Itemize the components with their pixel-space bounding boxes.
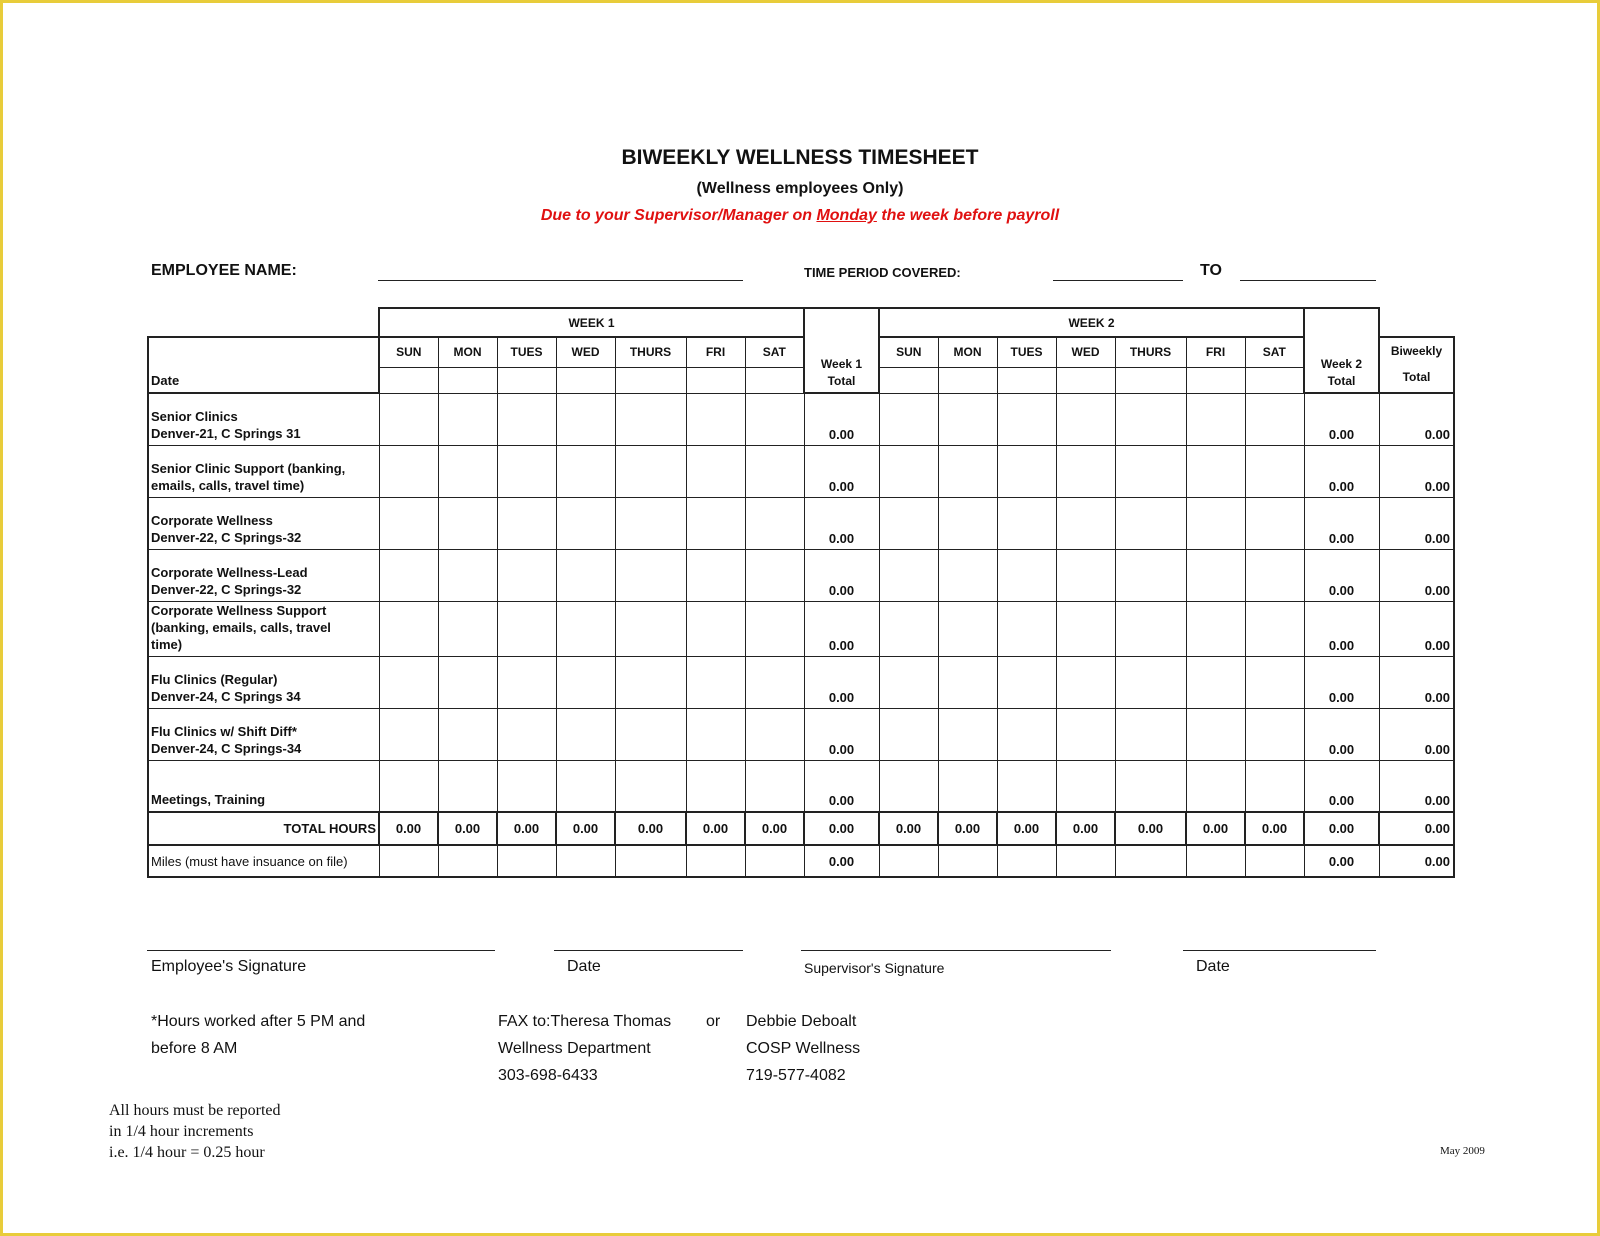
hours-cell[interactable] (497, 445, 556, 497)
shift-diff-note-line: *Hours worked after 5 PM and (151, 1013, 366, 1030)
total-hours-cell: 0.00 (1056, 812, 1115, 845)
total-hours-label: TOTAL HOURS (148, 812, 379, 845)
hours-cell[interactable] (1056, 497, 1115, 549)
hours-cell[interactable] (938, 656, 997, 708)
alt-contact-line: 719-577-4082 (746, 1067, 846, 1084)
week1-total-cell: 0.00 (804, 445, 879, 497)
week1-header: WEEK 1 (379, 308, 804, 337)
hours-cell[interactable] (938, 549, 997, 601)
row-label-line: Denver-22, C Springs-32 (151, 581, 302, 597)
hours-cell[interactable] (1186, 393, 1245, 445)
biweekly-total-cell: 0.00 (1379, 656, 1454, 708)
hours-cell[interactable] (997, 601, 1056, 656)
hours-cell[interactable] (1115, 760, 1186, 812)
hours-cell[interactable] (879, 497, 938, 549)
biweekly-total-header-line2: Total (1402, 370, 1431, 384)
employee-name-line[interactable] (378, 280, 743, 281)
total-hours-cell: 0.00 (438, 812, 497, 845)
hours-cell[interactable] (879, 393, 938, 445)
miles-biweekly-total: 0.00 (1379, 845, 1454, 877)
hours-cell[interactable] (615, 497, 686, 549)
row-label-line: Flu Clinics w/ Shift Diff* (151, 723, 297, 739)
table-row (148, 445, 1454, 497)
miles-week2-total: 0.00 (1304, 845, 1379, 877)
time-period-label: TIME PERIOD COVERED: (804, 265, 961, 280)
employee-name-label: EMPLOYEE NAME: (151, 262, 297, 279)
hours-cell[interactable] (615, 708, 686, 760)
miles-cell[interactable] (938, 845, 997, 877)
alt-contact-line: Debbie Deboalt (746, 1013, 857, 1030)
week1-total-cell: 0.00 (804, 601, 879, 656)
hours-cell[interactable] (438, 708, 497, 760)
row-label-line: Denver-21, C Springs 31 (151, 425, 301, 441)
hours-cell[interactable] (615, 601, 686, 656)
hours-cell[interactable] (997, 549, 1056, 601)
reporting-note-line: i.e. 1/4 hour = 0.25 hour (109, 1144, 265, 1161)
hours-cell[interactable] (938, 601, 997, 656)
week2-total-cell: 0.00 (1304, 497, 1379, 549)
hours-cell[interactable] (1186, 601, 1245, 656)
hours-cell[interactable] (556, 497, 615, 549)
hours-cell[interactable] (745, 708, 804, 760)
miles-cell[interactable] (556, 845, 615, 877)
day-header-w1-sun: SUN (379, 337, 438, 367)
miles-cell[interactable] (379, 845, 438, 877)
hours-cell[interactable] (1245, 601, 1304, 656)
biweekly-total-cell: 0.00 (1379, 445, 1454, 497)
hours-cell[interactable] (686, 445, 745, 497)
miles-cell[interactable] (686, 845, 745, 877)
reporting-note (109, 1100, 281, 1163)
week1-total-cell: 0.00 (804, 497, 879, 549)
date-cell[interactable] (497, 367, 556, 393)
row-label (148, 445, 379, 497)
hours-cell[interactable] (556, 708, 615, 760)
row-label-line: Senior Clinic Support (banking, (151, 460, 346, 476)
hours-cell[interactable] (686, 497, 745, 549)
miles-row (148, 845, 1454, 877)
row-label-line: time) (151, 636, 183, 652)
table-row (148, 393, 1454, 445)
shift-diff-note (151, 1008, 365, 1062)
hours-cell[interactable] (1186, 708, 1245, 760)
day-header-w2-sat: SAT (1245, 337, 1304, 367)
period-end-line[interactable] (1240, 280, 1376, 281)
row-label-line: Senior Clinics (151, 408, 238, 424)
due-day: Monday (816, 207, 877, 224)
total-hours-cell: 0.00 (745, 812, 804, 845)
hours-cell[interactable] (379, 656, 438, 708)
hours-cell[interactable] (879, 708, 938, 760)
hours-cell[interactable] (879, 445, 938, 497)
hours-cell[interactable] (497, 708, 556, 760)
miles-cell[interactable] (1186, 845, 1245, 877)
hours-cell[interactable] (1115, 497, 1186, 549)
miles-cell[interactable] (745, 845, 804, 877)
hours-cell[interactable] (1115, 656, 1186, 708)
total-hours-cell: 0.00 (615, 812, 686, 845)
fax-contact-line: 303-698-6433 (498, 1067, 598, 1084)
hours-cell[interactable] (1115, 601, 1186, 656)
week2-total-header-line1: Week 2 (1320, 357, 1363, 371)
week2-total-cell: 0.00 (1304, 760, 1379, 812)
week2-total-cell: 0.00 (1304, 393, 1379, 445)
hours-cell[interactable] (379, 760, 438, 812)
hours-cell[interactable] (1056, 445, 1115, 497)
date-cell[interactable] (938, 367, 997, 393)
week2-total-cell: 0.00 (1304, 656, 1379, 708)
fax-contact-line: FAX to:Theresa Thomas (498, 1013, 672, 1030)
biweekly-total-cell: 0.00 (1379, 708, 1454, 760)
hours-cell[interactable] (997, 497, 1056, 549)
alt-contact (746, 1008, 860, 1089)
miles-cell[interactable] (1056, 845, 1115, 877)
hours-cell[interactable] (497, 549, 556, 601)
employee-signature-label: Employee's Signature (151, 958, 307, 975)
hours-cell[interactable] (379, 445, 438, 497)
hours-cell[interactable] (686, 760, 745, 812)
hours-cell[interactable] (379, 601, 438, 656)
row-label (148, 708, 379, 760)
day-header-w1-mon: MON (438, 337, 497, 367)
biweekly-total-header (1379, 337, 1454, 393)
hours-cell[interactable] (879, 760, 938, 812)
hours-cell[interactable] (745, 393, 804, 445)
miles-cell[interactable] (1245, 845, 1304, 877)
week2-total-cell: 0.00 (1304, 445, 1379, 497)
version-date: May 2009 (1440, 1145, 1485, 1157)
date-cell[interactable] (997, 367, 1056, 393)
hours-cell[interactable] (879, 656, 938, 708)
total-hours-cell: 0.00 (1186, 812, 1245, 845)
day-header-w2-wed: WED (1056, 337, 1115, 367)
date-cell[interactable] (1056, 367, 1115, 393)
hours-cell[interactable] (1245, 549, 1304, 601)
total-hours-cell: 0.00 (1115, 812, 1186, 845)
hours-cell[interactable] (438, 445, 497, 497)
table-row (148, 497, 1454, 549)
total-hours-cell: 0.00 (497, 812, 556, 845)
total-hours-biweekly-total: 0.00 (1379, 812, 1454, 845)
week1-total-header (804, 308, 879, 393)
hours-cell[interactable] (1115, 393, 1186, 445)
fax-contact-line: Wellness Department (498, 1040, 651, 1057)
hours-cell[interactable] (938, 760, 997, 812)
total-hours-cell: 0.00 (1245, 812, 1304, 845)
date-cell[interactable] (379, 367, 438, 393)
due-notice (0, 207, 1600, 225)
day-header-w2-fri: FRI (1186, 337, 1245, 367)
total-hours-cell: 0.00 (379, 812, 438, 845)
hours-cell[interactable] (745, 445, 804, 497)
hours-cell[interactable] (1245, 708, 1304, 760)
hours-cell[interactable] (1245, 445, 1304, 497)
week2-total-cell: 0.00 (1304, 708, 1379, 760)
row-label (148, 549, 379, 601)
date-cell[interactable] (1115, 367, 1186, 393)
hours-cell[interactable] (497, 656, 556, 708)
hours-cell[interactable] (379, 393, 438, 445)
total-hours-week1-total: 0.00 (804, 812, 879, 845)
hours-cell[interactable] (1056, 549, 1115, 601)
reporting-note-line: All hours must be reported (109, 1102, 281, 1119)
hours-cell[interactable] (745, 760, 804, 812)
date2-line[interactable] (1183, 950, 1376, 951)
date1-line[interactable] (554, 950, 743, 951)
date-cell[interactable] (438, 367, 497, 393)
miles-cell[interactable] (997, 845, 1056, 877)
day-header-w1-wed: WED (556, 337, 615, 367)
hours-cell[interactable] (438, 393, 497, 445)
hours-cell[interactable] (379, 708, 438, 760)
page-title: BIWEEKLY WELLNESS TIMESHEET (621, 146, 979, 169)
period-start-line[interactable] (1053, 280, 1183, 281)
hours-cell[interactable] (1115, 549, 1186, 601)
biweekly-total-cell: 0.00 (1379, 549, 1454, 601)
miles-cell[interactable] (438, 845, 497, 877)
date2-label: Date (1196, 958, 1230, 975)
day-header-w1-tues: TUES (497, 337, 556, 367)
week1-total-cell: 0.00 (804, 656, 879, 708)
biweekly-spacer (1379, 308, 1454, 337)
day-header-w2-thurs: THURS (1115, 337, 1186, 367)
hours-cell[interactable] (1186, 656, 1245, 708)
row-label-line: Denver-24, C Springs 34 (151, 688, 301, 704)
date-cell[interactable] (615, 367, 686, 393)
row-label (148, 497, 379, 549)
date-cell[interactable] (556, 367, 615, 393)
table-row (148, 708, 1454, 760)
table-row (148, 656, 1454, 708)
row-label-line: Corporate Wellness-Lead (151, 564, 308, 580)
hours-cell[interactable] (556, 760, 615, 812)
hours-cell[interactable] (1056, 601, 1115, 656)
hours-cell[interactable] (615, 393, 686, 445)
hours-cell[interactable] (1056, 656, 1115, 708)
row-label-line: Denver-22, C Springs-32 (151, 529, 302, 545)
hours-cell[interactable] (1056, 760, 1115, 812)
hours-cell[interactable] (997, 708, 1056, 760)
date1-label: Date (567, 958, 601, 975)
hours-cell[interactable] (615, 760, 686, 812)
hours-cell[interactable] (686, 656, 745, 708)
hours-cell[interactable] (438, 497, 497, 549)
date-cell[interactable] (1245, 367, 1304, 393)
total-hours-cell: 0.00 (686, 812, 745, 845)
hours-cell[interactable] (497, 760, 556, 812)
hours-cell[interactable] (497, 393, 556, 445)
date-cell[interactable] (745, 367, 804, 393)
hours-cell[interactable] (745, 549, 804, 601)
row-label-line: Denver-24, C Springs-34 (151, 740, 302, 756)
biweekly-total-cell: 0.00 (1379, 760, 1454, 812)
supervisor-signature-line[interactable] (801, 950, 1111, 951)
hours-cell[interactable] (745, 601, 804, 656)
hours-cell[interactable] (438, 656, 497, 708)
row-label-line: Corporate Wellness (151, 512, 273, 528)
biweekly-total-cell: 0.00 (1379, 497, 1454, 549)
day-header-w2-tues: TUES (997, 337, 1056, 367)
shift-diff-note-line: before 8 AM (151, 1040, 238, 1057)
hours-cell[interactable] (1115, 708, 1186, 760)
fax-contact (498, 1008, 671, 1089)
day-header-w1-thurs: THURS (615, 337, 686, 367)
miles-label: Miles (must have insuance on file) (148, 845, 379, 877)
hours-cell[interactable] (879, 601, 938, 656)
hours-cell[interactable] (997, 393, 1056, 445)
hours-cell[interactable] (938, 393, 997, 445)
total-hours-cell: 0.00 (938, 812, 997, 845)
week1-total-cell: 0.00 (804, 549, 879, 601)
day-header-w2-sun: SUN (879, 337, 938, 367)
hours-cell[interactable] (997, 760, 1056, 812)
hours-cell[interactable] (556, 549, 615, 601)
total-hours-cell: 0.00 (556, 812, 615, 845)
biweekly-total-cell: 0.00 (1379, 601, 1454, 656)
row-label-line: (banking, emails, calls, travel (151, 619, 331, 635)
miles-cell[interactable] (615, 845, 686, 877)
biweekly-total-header-line1: Biweekly (1390, 344, 1443, 358)
row-label (148, 656, 379, 708)
hours-cell[interactable] (938, 445, 997, 497)
hours-cell[interactable] (1186, 760, 1245, 812)
week1-total-cell: 0.00 (804, 393, 879, 445)
hours-cell[interactable] (1056, 393, 1115, 445)
hours-cell[interactable] (938, 497, 997, 549)
hours-cell[interactable] (745, 656, 804, 708)
to-label: TO (1200, 262, 1222, 279)
hours-cell[interactable] (379, 497, 438, 549)
hours-cell[interactable] (1245, 656, 1304, 708)
week2-header: WEEK 2 (879, 308, 1304, 337)
biweekly-total-cell: 0.00 (1379, 393, 1454, 445)
alt-contact-line: COSP Wellness (746, 1040, 861, 1057)
miles-cell[interactable] (497, 845, 556, 877)
date-cell[interactable] (1186, 367, 1245, 393)
row-label-line: emails, calls, travel time) (151, 477, 305, 493)
hours-cell[interactable] (1245, 497, 1304, 549)
date-cell[interactable] (686, 367, 745, 393)
hours-cell[interactable] (1186, 445, 1245, 497)
row-label-line: Corporate Wellness Support (151, 602, 327, 618)
day-header-w2-mon: MON (938, 337, 997, 367)
due-suffix: the week before payroll (876, 207, 1060, 224)
table-row (148, 760, 1454, 812)
hours-cell[interactable] (556, 656, 615, 708)
row-label-line: Meetings, Training (151, 792, 266, 807)
miles-week1-total: 0.00 (804, 845, 879, 877)
miles-cell[interactable] (879, 845, 938, 877)
hours-cell[interactable] (686, 393, 745, 445)
hours-cell[interactable] (1056, 708, 1115, 760)
row-label-line: Flu Clinics (Regular) (151, 671, 278, 687)
day-header-w1-fri: FRI (686, 337, 745, 367)
hours-cell[interactable] (438, 549, 497, 601)
table-row (148, 549, 1454, 601)
hours-cell[interactable] (1245, 393, 1304, 445)
hours-cell[interactable] (1115, 445, 1186, 497)
hours-cell[interactable] (615, 549, 686, 601)
or-label: or (706, 1013, 721, 1030)
hours-cell[interactable] (686, 549, 745, 601)
date-header: Date (148, 337, 379, 393)
hours-cell[interactable] (745, 497, 804, 549)
date-cell[interactable] (879, 367, 938, 393)
employee-signature-line[interactable] (147, 950, 495, 951)
supervisor-signature-label: Supervisor's Signature (804, 960, 945, 976)
hours-cell[interactable] (556, 601, 615, 656)
hours-cell[interactable] (497, 601, 556, 656)
hours-cell[interactable] (1186, 549, 1245, 601)
hours-cell[interactable] (615, 656, 686, 708)
miles-cell[interactable] (1115, 845, 1186, 877)
hours-cell[interactable] (438, 760, 497, 812)
timesheet-table (147, 307, 1455, 878)
hours-cell[interactable] (938, 708, 997, 760)
week2-total-cell: 0.00 (1304, 601, 1379, 656)
due-prefix: Due to your Supervisor/Manager on (540, 207, 817, 224)
total-hours-cell: 0.00 (879, 812, 938, 845)
reporting-note-line: in 1/4 hour increments (109, 1123, 254, 1140)
hours-cell[interactable] (997, 656, 1056, 708)
total-hours-cell: 0.00 (997, 812, 1056, 845)
week2-total-cell: 0.00 (1304, 549, 1379, 601)
corner-spacer (148, 308, 379, 337)
hours-cell[interactable] (438, 601, 497, 656)
hours-cell[interactable] (879, 549, 938, 601)
hours-cell[interactable] (615, 445, 686, 497)
week2-total-header (1304, 308, 1379, 393)
total-hours-week2-total: 0.00 (1304, 812, 1379, 845)
week1-total-header-line2: Total (827, 374, 856, 388)
day-header-w1-sat: SAT (745, 337, 804, 367)
total-hours-row (148, 812, 1454, 845)
hours-cell[interactable] (686, 708, 745, 760)
hours-cell[interactable] (1245, 760, 1304, 812)
hours-cell[interactable] (497, 497, 556, 549)
page-subtitle: (Wellness employees Only) (696, 180, 904, 197)
hours-cell[interactable] (997, 445, 1056, 497)
week1-total-cell: 0.00 (804, 708, 879, 760)
row-label (148, 760, 379, 812)
row-label (148, 393, 379, 445)
table-row (148, 601, 1454, 656)
row-label (148, 601, 379, 656)
week2-total-header-line2: Total (1327, 374, 1356, 388)
hours-cell[interactable] (1186, 497, 1245, 549)
hours-cell[interactable] (379, 549, 438, 601)
hours-cell[interactable] (556, 445, 615, 497)
week1-total-cell: 0.00 (804, 760, 879, 812)
week1-total-header-line1: Week 1 (820, 357, 863, 371)
hours-cell[interactable] (556, 393, 615, 445)
hours-cell[interactable] (686, 601, 745, 656)
